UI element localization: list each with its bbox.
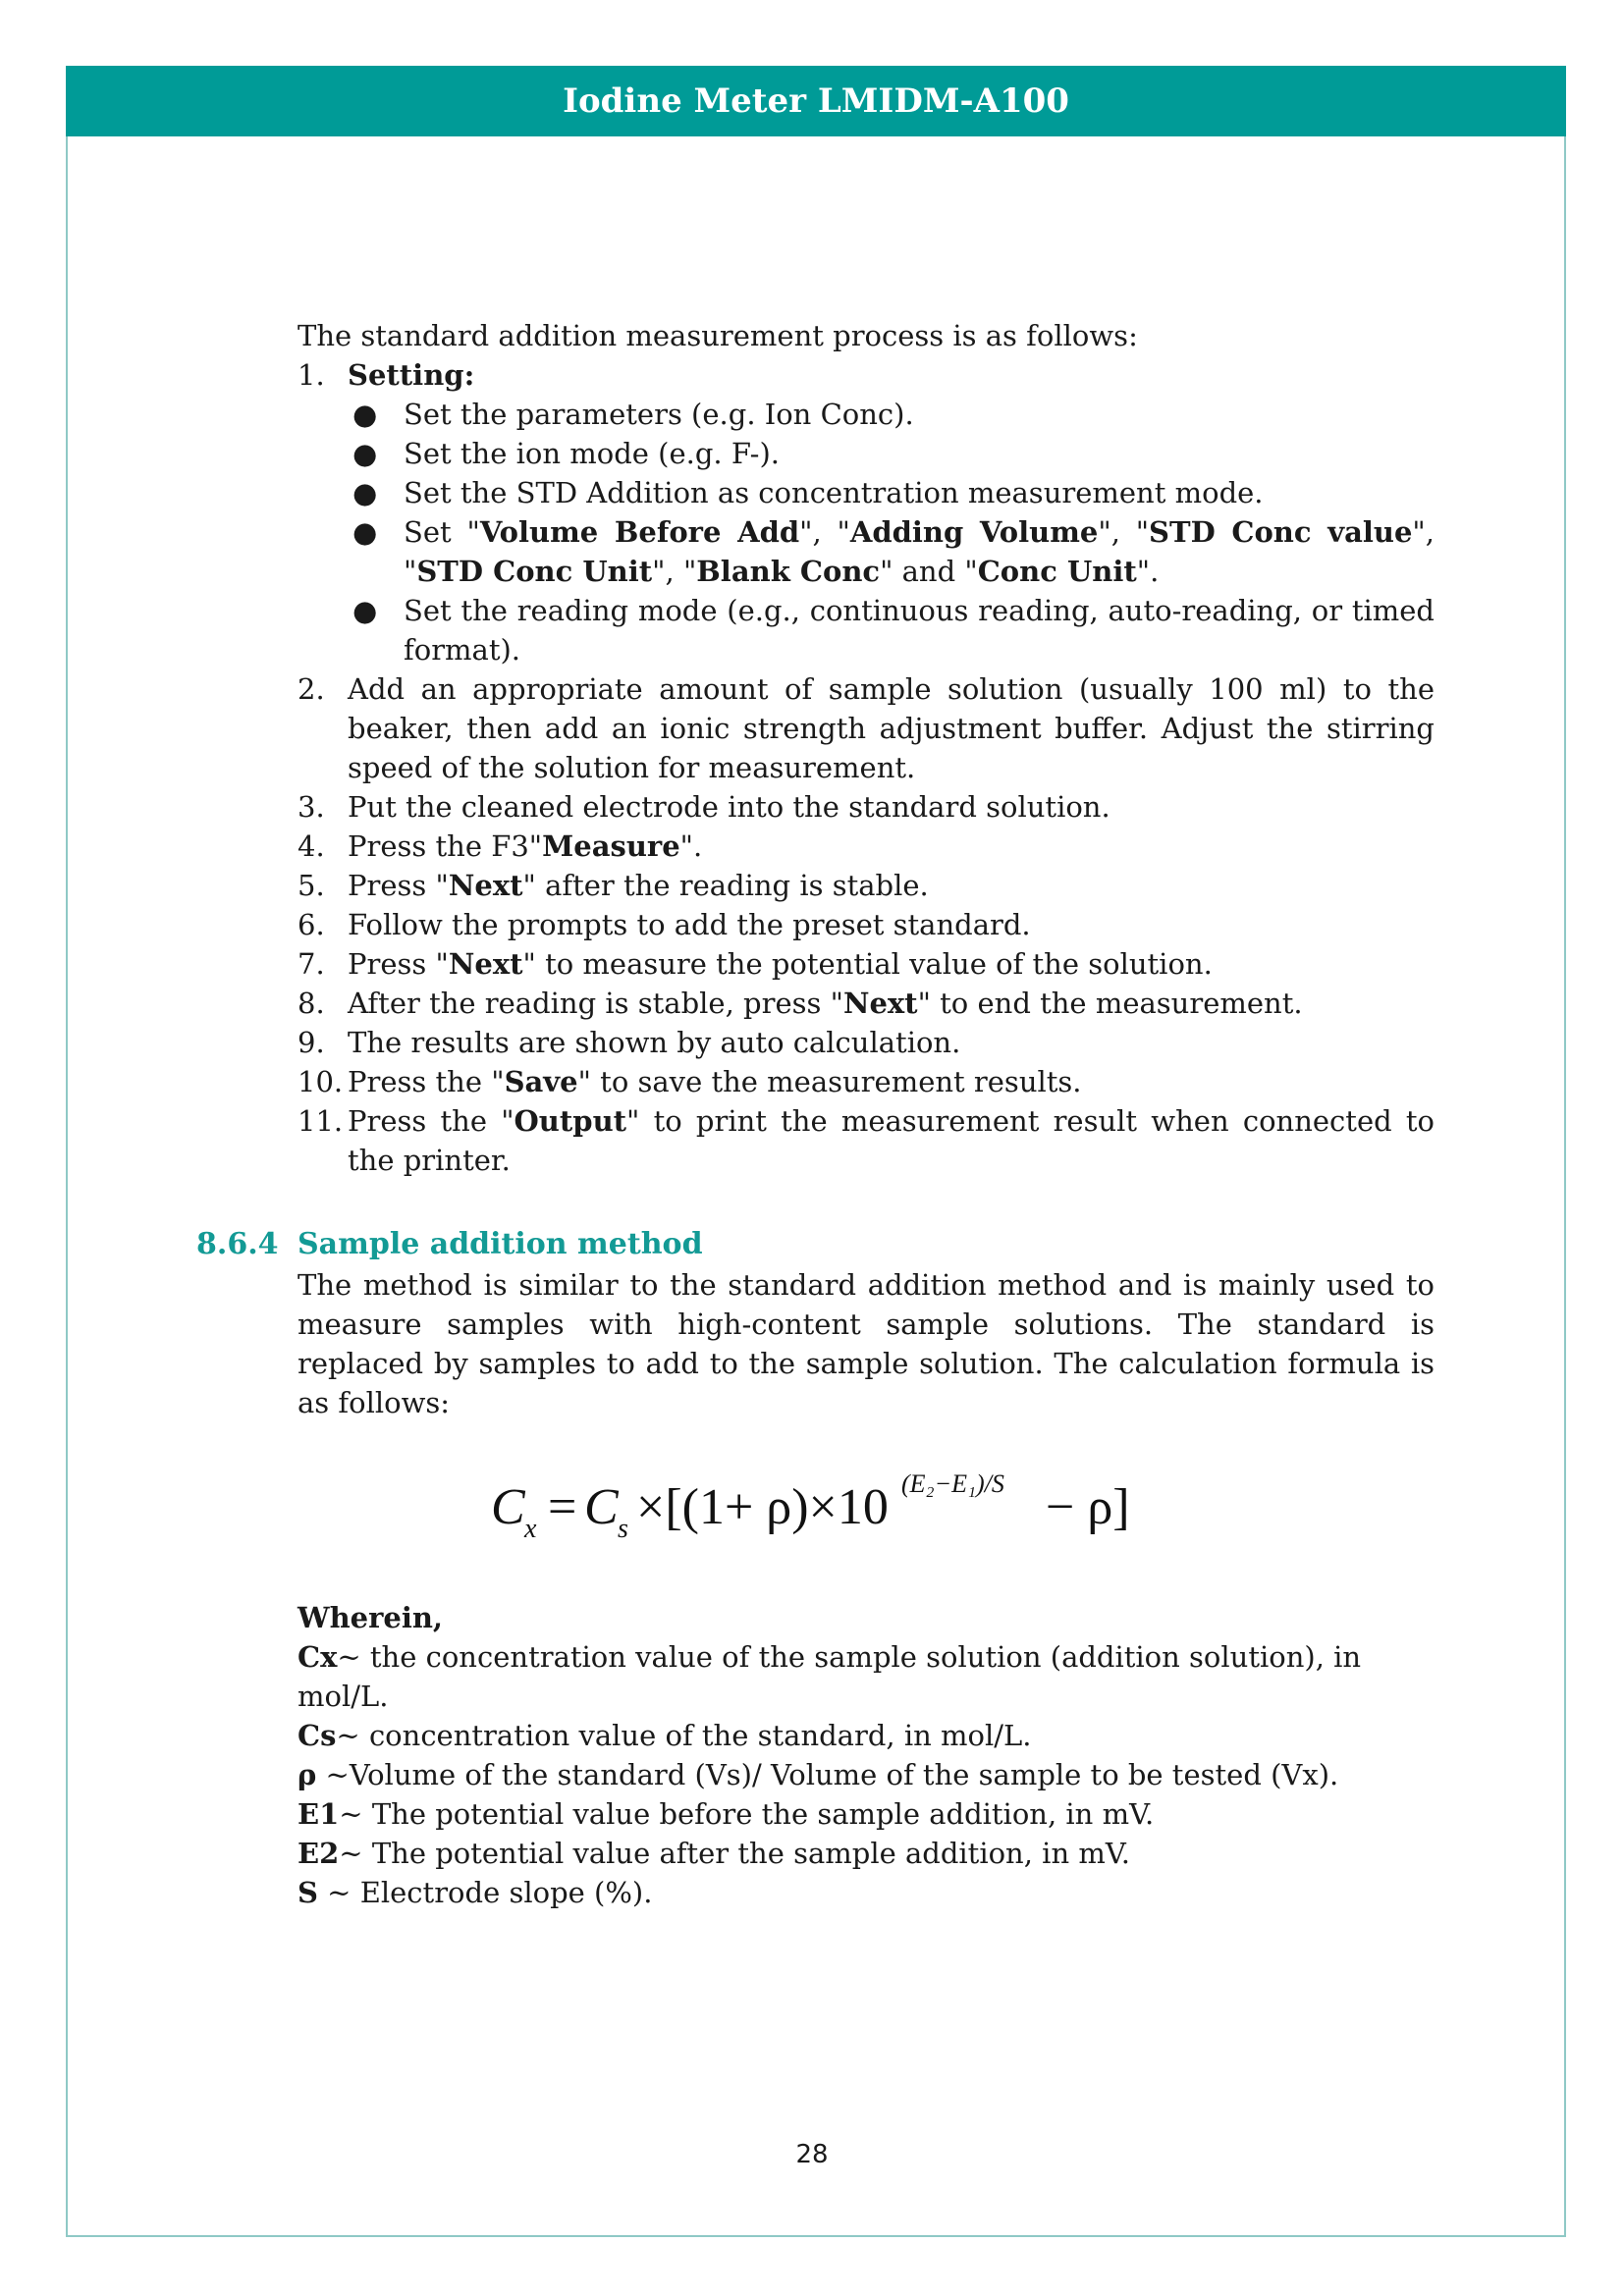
step-2: 2. Add an appropriate amount of sample solution (usually 100 ml) to the beaker, then add an ionic strength adjustment buffer. Adjust the stirring speed of the solution for measurement. <box>298 672 1435 784</box>
formula-cs-sub: s <box>618 1514 628 1544</box>
header-title: Iodine Meter LMIDM-A100 <box>563 81 1069 121</box>
step-3: 3. Put the cleaned electrode into the standard solution. <box>298 790 1110 824</box>
procedure-content <box>298 316 1435 1180</box>
step-8: 8. After the reading is stable, press "Next" to end the measurement. <box>298 987 1303 1020</box>
step-11: 11. Press the "Output" to print the measurement result when connected to the printer. <box>298 1104 1435 1177</box>
section-heading <box>196 1225 1435 1264</box>
bullet-icon: ● <box>352 594 378 627</box>
bullet-item: ● Set the ion mode (e.g. F-). <box>348 434 1435 473</box>
formula-cx: C <box>491 1479 525 1535</box>
section-body: The method is similar to the standard addition method and is mainly used to measure samples with high-content sample solutions. The standard is replaced by samples to add to the sample solution. The calculation formula is as follows: <box>298 1268 1435 1419</box>
step-4: 4. Press the F3"Measure". <box>298 829 703 863</box>
formula-tail: − ρ] <box>1046 1479 1130 1535</box>
step-number: 1. <box>298 358 325 392</box>
formula-image <box>491 1463 1159 1551</box>
formula-mid: ×[(1+ ρ)×10 <box>636 1479 889 1535</box>
bullet-icon: ● <box>352 437 378 470</box>
wherein-list <box>298 1598 1378 1912</box>
formula-exponent: (E₂−E₁)/S <box>901 1469 1004 1498</box>
step-title: Setting: <box>348 358 475 392</box>
formula-cs: C <box>584 1479 619 1535</box>
definition: Cs~ concentration value of the standard, in mol/L. <box>298 1719 1032 1752</box>
bullet-icon: ● <box>352 398 378 431</box>
intro-text: The standard addition measurement process is as follows: <box>298 319 1138 352</box>
page-header <box>66 66 1566 136</box>
step-5: 5. Press "Next" after the reading is stable. <box>298 869 929 902</box>
bullet-icon: ● <box>352 515 378 549</box>
wherein-heading: Wherein, <box>298 1601 444 1634</box>
definition: E1~ The potential value before the sample addition, in mV. <box>298 1797 1155 1831</box>
bullet-item: ● Set the STD Addition as concentration measurement mode. <box>348 473 1435 512</box>
bullet-icon: ● <box>352 476 378 509</box>
definition: S ~ Electrode slope (%). <box>298 1876 653 1909</box>
bullet-item <box>348 512 1435 591</box>
bullet-item: ● Set the parameters (e.g. Ion Conc). <box>348 395 1435 434</box>
step-1 <box>298 355 1435 395</box>
definition: E2~ The potential value after the sample addition, in mV. <box>298 1837 1130 1870</box>
step-7: 7. Press "Next" to measure the potential value of the solution. <box>298 947 1213 981</box>
definition: Cx~ the concentration value of the sample solution (addition solution), in <box>298 1640 1362 1674</box>
step-9: 9. The results are shown by auto calculation. <box>298 1026 961 1059</box>
section-title: Sample addition method <box>298 1227 703 1261</box>
section-number: 8.6.4 <box>196 1227 279 1261</box>
definition: mol/L. <box>298 1680 389 1713</box>
bullet-text: Set "Volume Before Add", "Adding Volume", "STD Conc value", "STD Conc Unit", "Blank Conc" and "Conc Unit". <box>404 515 1435 588</box>
formula-eq: = <box>548 1479 577 1535</box>
bullet-item: ● Set the reading mode (e.g., continuous reading, auto-reading, or timed format). <box>348 591 1435 669</box>
formula-cx-sub: x <box>524 1514 537 1544</box>
step-10: 10. Press the "Save" to save the measurement results. <box>298 1065 1082 1098</box>
step-6: 6. Follow the prompts to add the preset standard. <box>298 908 1031 941</box>
definition: ρ ~Volume of the standard (Vs)/ Volume of the sample to be tested (Vx). <box>298 1758 1339 1791</box>
page-number: 28 <box>795 2140 829 2169</box>
